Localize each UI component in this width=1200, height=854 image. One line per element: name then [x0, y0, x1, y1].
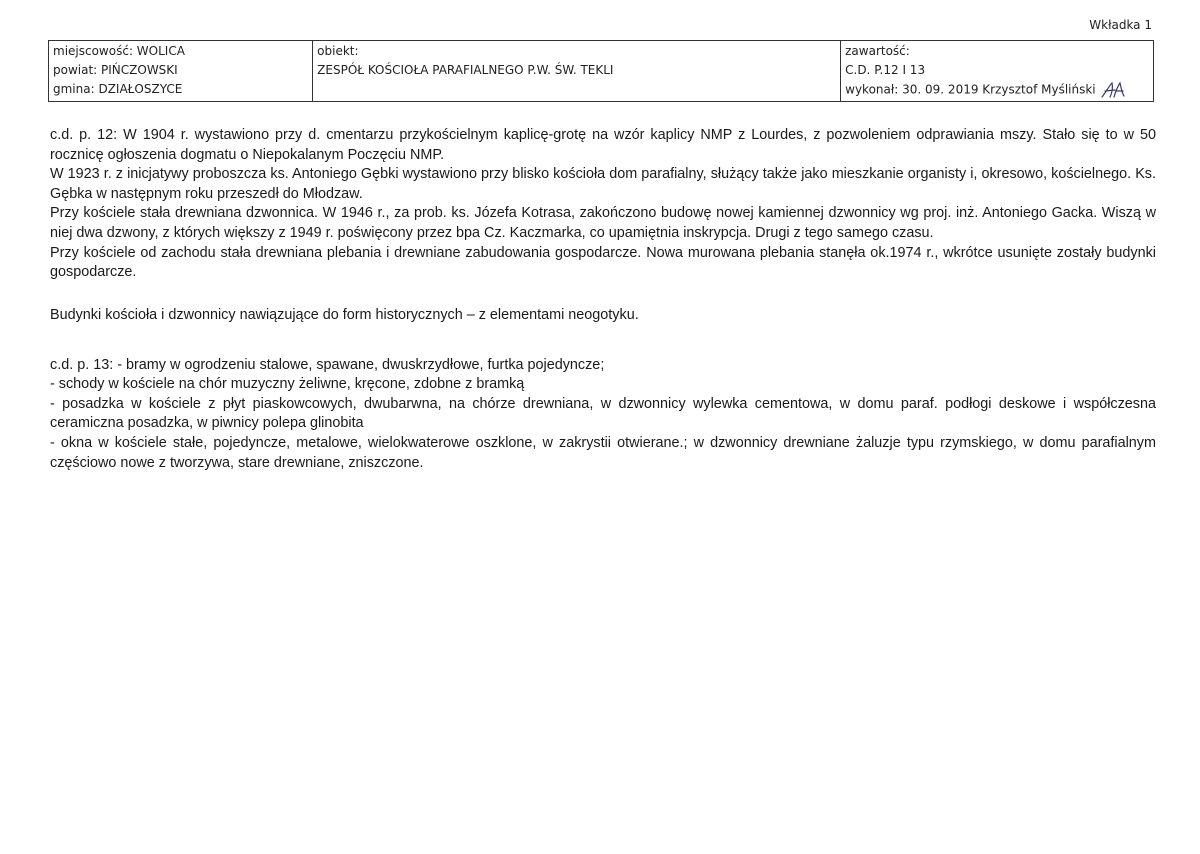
spacer: [50, 283, 1156, 303]
paragraph: Budynki kościoła i dzwonnicy nawiązujące do form historycznych – z elementami neogotyku.: [50, 307, 639, 324]
list-item: c.d. p. 13: - bramy w ogrodzeniu stalowe, spawane, dwuskrzydłowe, furtka pojedyncze;: [50, 356, 605, 373]
commune-field: gmina: DZIAŁOSZYCE: [53, 82, 183, 96]
object-cell: [313, 41, 841, 102]
content-value: C.D. P.12 I 13: [845, 63, 926, 77]
insert-label: Wkładka 1: [1089, 18, 1152, 32]
content-cell: [841, 41, 1154, 102]
content-label: zawartość:: [845, 44, 910, 58]
header-table: [48, 40, 1154, 102]
paragraph: c.d. p. 12: W 1904 r. wystawiono przy d. cmentarzu przykościelnym kaplicę-grotę na wzór kaplicy NMP z Lourdes, z pozwoleniem odprawiania mszy. Stało się to w 50 rocznicę ogłoszenia dogmatu o Niepokalanym Poczęciu NMP.: [50, 127, 1156, 163]
object-label: obiekt:: [317, 44, 359, 58]
paragraph: Przy kościele od zachodu stała drewniana plebania i drewniane zabudowania gospodarcze. Nowa murowana plebania stanęła ok.1974 r., wkrótce usunięte zostały budynki gospodarcze.: [50, 244, 1156, 281]
spacer: [50, 346, 1156, 356]
list-item: - posadzka w kościele z płyt piaskowcowych, dwubarwna, na chórze drewniana, w dzwonnicy wylewka cementowa, w domu paraf. podłogi deskowe i współczesna ceramiczna posadzka, w piwnicy polepa glinobita: [50, 395, 1156, 432]
county-field: powiat: PIŃCZOWSKI: [53, 63, 178, 77]
paragraph: W 1923 r. z inicjatywy proboszcza ks. Antoniego Gębki wystawiono przy blisko kościoła dom parafialny, służący także jako mieszkanie organisty i, okresowo, kościelnego. Ks. Gębka w następnym roku przeszedł do Młodzaw.: [50, 166, 1156, 202]
locality-field: miejscowość: WOLICA: [53, 44, 185, 58]
signature-mark: [1100, 80, 1126, 100]
location-cell: [49, 41, 313, 102]
author-line: [845, 80, 1149, 100]
object-value: ZESPÓŁ KOŚCIOŁA PARAFIALNEGO P.W. ŚW. TEKLI: [317, 63, 614, 77]
list-item: - schody w kościele na chór muzyczny żeliwne, kręcone, zdobne z bramką: [50, 376, 525, 393]
paragraph: Przy kościele stała drewniana dzwonnica. W 1946 r., za prob. ks. Józefa Kotrasa, zakończono budowę nowej kamiennej dzwonnicy wg proj. inż. Antoniego Gacka. Wiszą w niej dwa dzwony, z których większy z 1949 r. poświęcony przez bpa Cz. Kaczmarka, co upamiętnia inskrypcja. Drugi z tego samego czasu.: [50, 205, 1156, 241]
spacer: [50, 326, 1156, 346]
document-body: [50, 126, 1156, 473]
list-item: - okna w kościele stałe, pojedyncze, metalowe, wielokwaterowe oszklone, w zakrystii otwierane.; w dzwonnicy drewniane żaluzje typu rzymskiego, w domu parafialnym częściowo nowe z tworzywa, stare drewniane, zniszczone.: [50, 434, 1156, 471]
author-text: wykonał: 30. 09. 2019 Krzysztof Myśliński: [845, 82, 1096, 97]
